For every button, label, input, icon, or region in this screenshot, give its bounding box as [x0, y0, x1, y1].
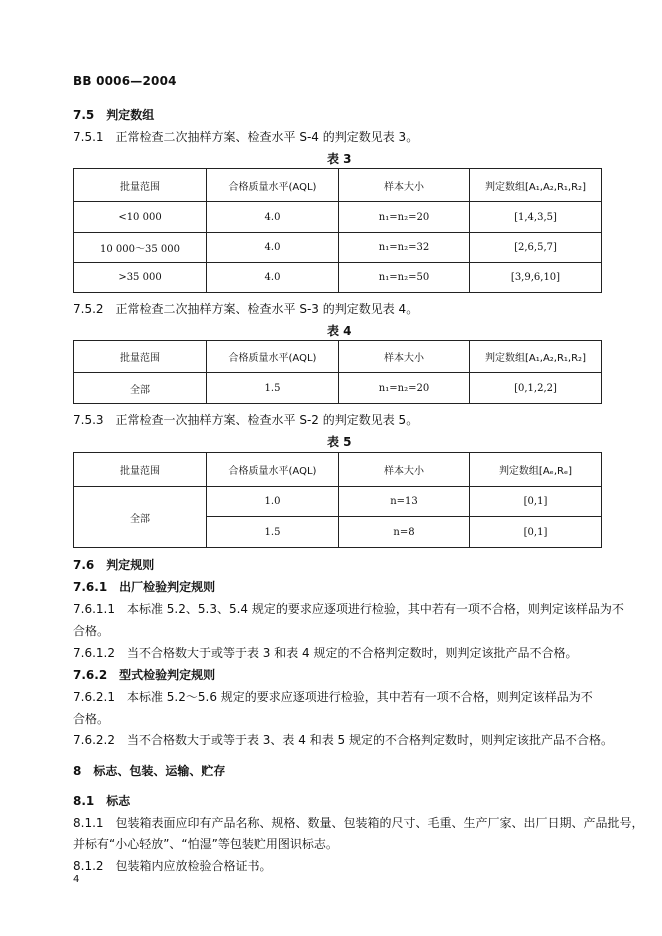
table5 [73, 452, 602, 548]
table4-caption: 表 4 [327, 324, 352, 338]
section-7-6-2-heading: 7.6.2 型式检验判定规则 [73, 668, 216, 682]
clause-7-6-1-1: 7.6.1.1 本标准 5.2、5.3、5.4 规定的要求应逐项进行检验，其中若有一项不合格，则判定该样品为不 [73, 602, 624, 616]
table-cell: n=8 [339, 517, 470, 548]
table3 [73, 168, 602, 293]
table-cell: 1.5 [207, 517, 339, 548]
table-cell: 1.0 [207, 487, 339, 517]
table4-header-cell: 批量范围 [74, 341, 207, 373]
table3-header-cell: 批量范围 [74, 169, 207, 202]
clause-7-5-1: 7.5.1 正常检查二次抽样方案、检查水平 S-4 的判定数见表 3。 [73, 130, 419, 144]
table3-header-row [74, 169, 602, 202]
table-cell: [0,1] [470, 517, 602, 548]
table-row [74, 263, 602, 293]
table-cell: 全部 [74, 373, 207, 404]
table-cell: [0,1] [470, 487, 602, 517]
section-7-5-heading: 7.5 判定数组 [73, 108, 155, 122]
table-cell: 4.0 [207, 263, 339, 293]
table-cell: [1,4,3,5] [470, 202, 602, 233]
table-cell: <10 000 [74, 202, 207, 233]
table-row [74, 202, 602, 233]
clause-8-1-1-cont: 并标有“小心轻放”、“怕湿”等包装贮用图识标志。 [73, 837, 338, 851]
table-cell: 4.0 [207, 202, 339, 233]
table5-header-cell: 批量范围 [74, 453, 207, 487]
table5-caption: 表 5 [327, 435, 352, 449]
table-cell: 10 000～35 000 [74, 233, 207, 263]
table-cell-merged: 全部 [74, 487, 207, 548]
table3-caption: 表 3 [327, 152, 352, 166]
section-7-6-heading: 7.6 判定规则 [73, 558, 155, 572]
table5-header-cell: 判定数组[Aₑ,Rₑ] [470, 453, 602, 487]
clause-7-6-2-1-cont: 合格。 [73, 712, 110, 726]
table-row [74, 233, 602, 263]
table-row [74, 373, 602, 404]
clause-7-5-2: 7.5.2 正常检查二次抽样方案、检查水平 S-3 的判定数见表 4。 [73, 302, 419, 316]
table4 [73, 340, 602, 404]
table-cell: n₁=n₂=20 [339, 373, 470, 404]
table4-header-cell: 判定数组[A₁,A₂,R₁,R₂] [470, 341, 602, 373]
table3-header-cell: 合格质量水平(AQL) [207, 169, 339, 202]
clause-8-1-1: 8.1.1 包装箱表面应印有产品名称、规格、数量、包装箱的尺寸、毛重、生产厂家、出厂日期、产品批号， [73, 816, 644, 830]
table-cell: >35 000 [74, 263, 207, 293]
table-cell: n₁=n₂=32 [339, 233, 470, 263]
table3-header-cell: 样本大小 [339, 169, 470, 202]
clause-7-6-1-1-cont: 合格。 [73, 624, 110, 638]
table-row [74, 487, 602, 517]
table3-header-cell: 判定数组[A₁,A₂,R₁,R₂] [470, 169, 602, 202]
table5-header-row [74, 453, 602, 487]
page-number: 4 [73, 874, 80, 885]
section-8-1-heading: 8.1 标志 [73, 794, 131, 808]
table-cell: [3,9,6,10] [470, 263, 602, 293]
clause-8-1-2: 8.1.2 包装箱内应放检验合格证书。 [73, 859, 272, 873]
table-cell: n₁=n₂=50 [339, 263, 470, 293]
table-cell: 1.5 [207, 373, 339, 404]
table-cell: [2,6,5,7] [470, 233, 602, 263]
clause-7-6-2-1: 7.6.2.1 本标准 5.2～5.6 规定的要求应逐项进行检验，其中若有一项不合格，则判定该样品为不 [73, 690, 593, 704]
clause-7-6-1-2: 7.6.1.2 当不合格数大于或等于表 3 和表 4 规定的不合格判定数时，则判定该批产品不合格。 [73, 646, 578, 660]
table-cell: 4.0 [207, 233, 339, 263]
table4-header-cell: 合格质量水平(AQL) [207, 341, 339, 373]
table4-header-row [74, 341, 602, 373]
table5-header-cell: 合格质量水平(AQL) [207, 453, 339, 487]
clause-7-5-3: 7.5.3 正常检查一次抽样方案、检查水平 S-2 的判定数见表 5。 [73, 413, 419, 427]
section-7-6-1-heading: 7.6.1 出厂检验判定规则 [73, 580, 216, 594]
table-cell: n=13 [339, 487, 470, 517]
standard-code: BB 0006—2004 [73, 74, 177, 88]
table-cell: n₁=n₂=20 [339, 202, 470, 233]
table-cell: [0,1,2,2] [470, 373, 602, 404]
clause-7-6-2-2: 7.6.2.2 当不合格数大于或等于表 3、表 4 和表 5 规定的不合格判定数时，则判定该批产品不合格。 [73, 733, 613, 747]
table5-header-cell: 样本大小 [339, 453, 470, 487]
table4-header-cell: 样本大小 [339, 341, 470, 373]
section-8-heading: 8 标志、包装、运输、贮存 [73, 764, 226, 778]
